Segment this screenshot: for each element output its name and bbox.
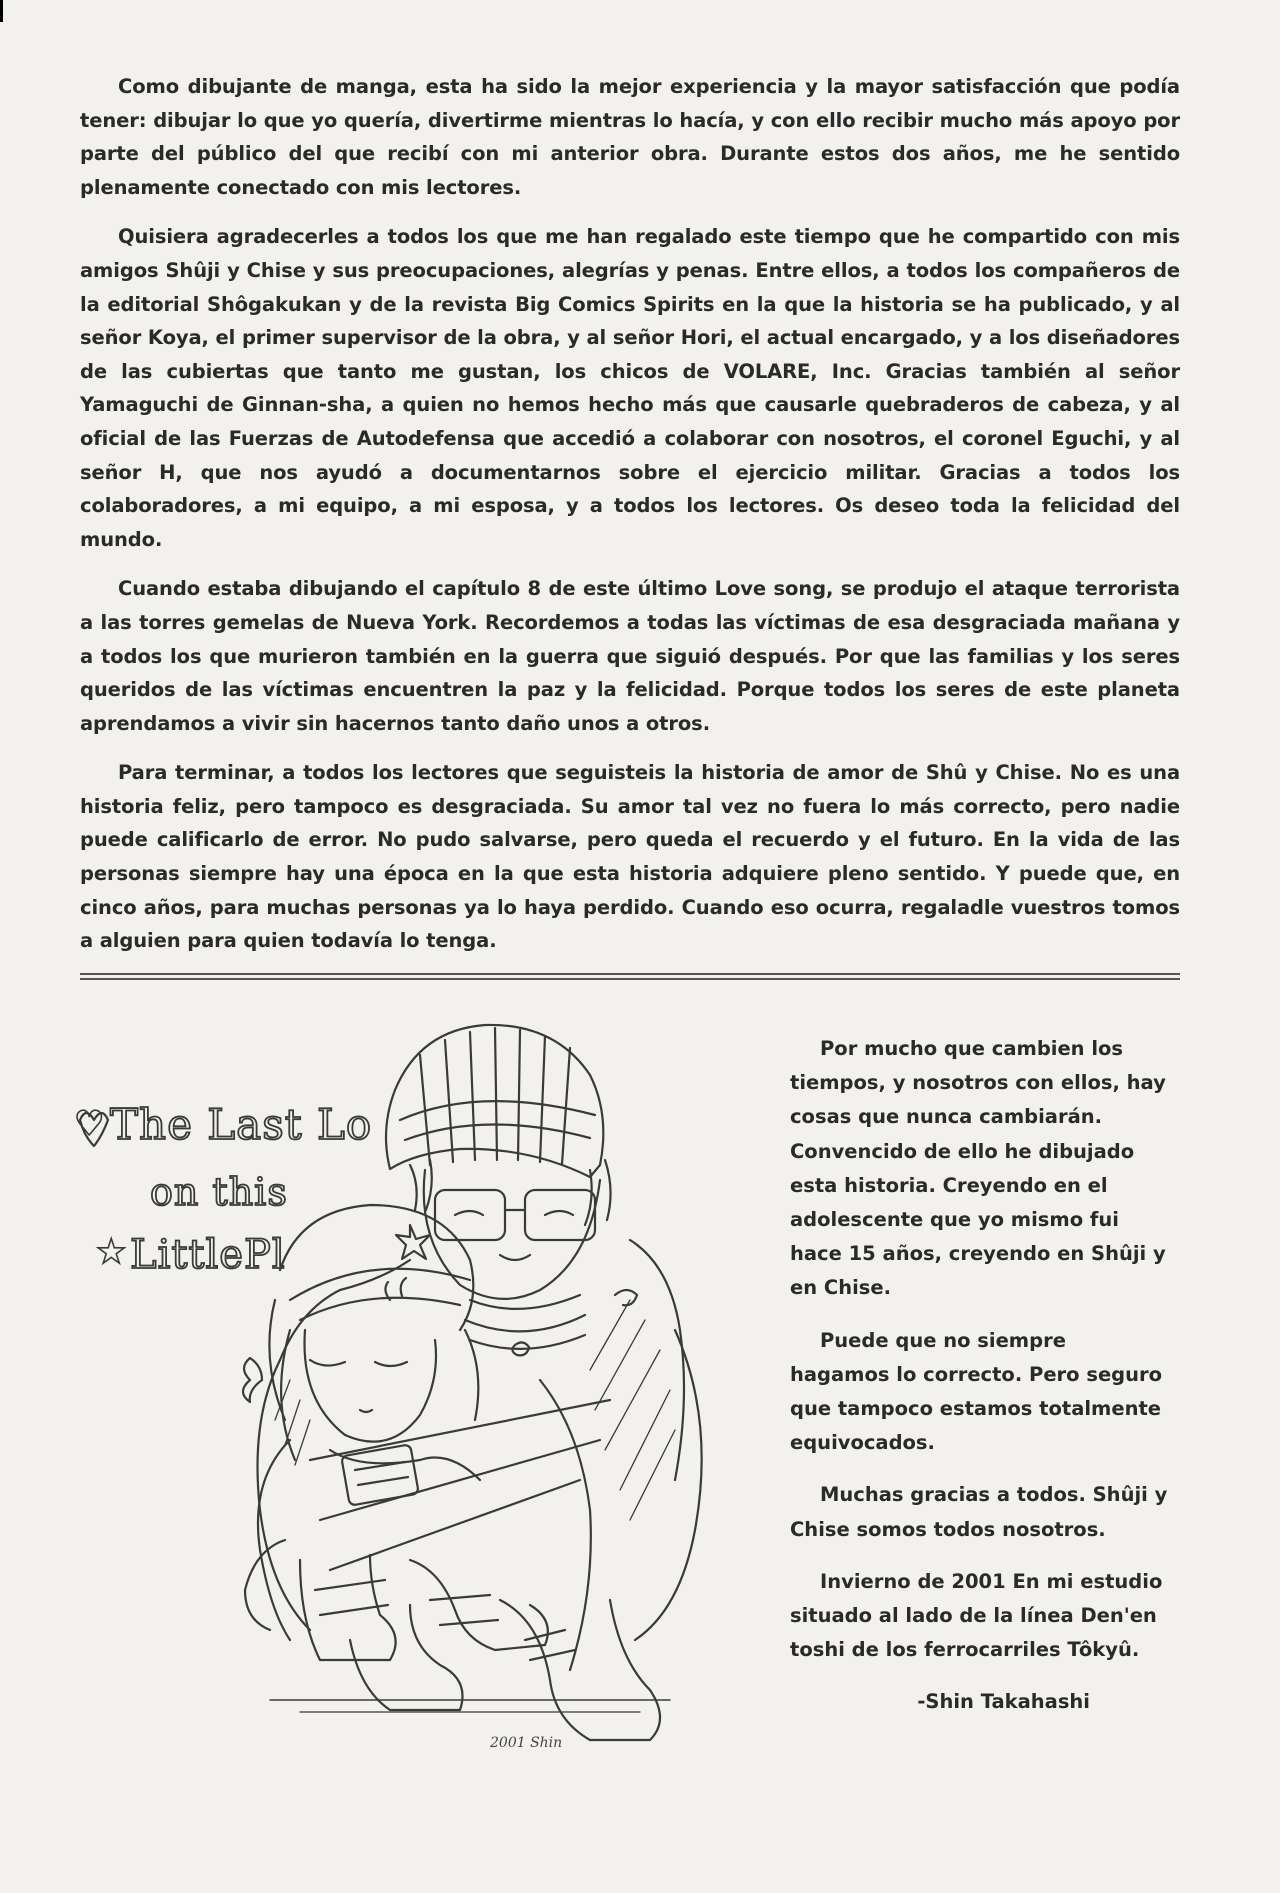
handwritten-title-line-3: LittlePl	[130, 1232, 286, 1278]
handwritten-title-line-1: The Last Lo	[110, 1100, 373, 1149]
side-paragraph-2: Puede que no siempre hagamos lo correcto. Pero seguro que tampoco estamos totalmente equivocados.	[790, 1328, 1163, 1455]
page-edge-mark	[0, 0, 3, 22]
afterword-side-column	[790, 1032, 1170, 1719]
author-signature: -Shin Takahashi	[917, 1690, 1090, 1714]
side-paragraph-3: Muchas gracias a todos. Shûji y Chise somos todos nosotros.	[790, 1483, 1168, 1541]
body-paragraph-3: Cuando estaba dibujando el capítulo 8 de este último Love song, se produjo el ataque terrorista a las torres gemelas de Nueva York. Recordemos a todas las víctimas de esa desgraciada mañana y a todos los que murieron también en la guerra que siguió después. Por que las familias y los seres queridos de las víctimas encuentren la paz y la felicidad. Porque todos los seres de este planeta aprendamos a vivir sin hacernos tanto daño unos a otros.	[80, 577, 1180, 735]
side-paragraph-4: Invierno de 2001 En mi estudio situado al lado de la línea Den'en toshi de los ferrocarriles Tôkyû.	[790, 1569, 1163, 1662]
body-paragraph-2: Quisiera agradecerles a todos los que me han regalado este tiempo que he compartido con mis amigos Shûji y Chise y sus preocupaciones, alegrías y penas. Entre ellos, a todos los compañeros de la editorial Shôgakukan y de la revista Big Comics Spirits en la que la historia se ha publicado, y al señor Koya, el primer supervisor de la obra, y al señor Hori, el actual encargado, y a los diseñadores de las cubiertas que tanto me gustan, los chicos de VOLARE, Inc. Gracias también al señor Yamaguchi de Ginnan-sha, a quien no hemos hecho más que causarle quebraderos de cabeza, y al oficial de las Fuerzas de Autodefensa que accedió a colaborar con nosotros, el coronel Eguchi, y al señor H, que nos ayudó a documentarnos sobre el ejercicio militar. Gracias a todos los colaboradores, a mi equipo, a mi esposa, y a todos los lectores. Os deseo toda la felicidad del mundo.	[80, 225, 1180, 551]
body-paragraph-1: Como dibujante de manga, esta ha sido la mejor experiencia y la mayor satisfacción que podía tener: dibujar lo que yo quería, divertirme mientras lo hacía, y con ello recibir mucho más apoyo por parte del público del que recibí con mi anterior obra. Durante estos dos años, me he sentido plenamente conectado con mis lectores.	[80, 75, 1180, 199]
side-paragraph-1: Por mucho que cambien los tiempos, y nosotros con ellos, hay cosas que nunca cambiarán. Convencido de ello he dibujado esta historia. Creyendo en el adolescente que yo mismo fui hace 15 años, creyendo en Shûji y en Chise.	[790, 1037, 1166, 1300]
handwritten-title-line-2: on this	[150, 1170, 288, 1214]
double-rule-divider	[80, 973, 1180, 980]
star-icon: ★	[96, 1232, 127, 1272]
body-paragraph-4: Para terminar, a todos los lectores que seguisteis la historia de amor de Shû y Chise. No es una historia feliz, pero tampoco es desgraciada. Su amor tal vez no fuera lo más correcto, pero nadie puede calificarlo de error. No pudo salvarse, pero queda el recuerdo y el futuro. En la vida de las personas siempre hay una época en la que esta historia adquiere pleno sentido. Y puede que, en cinco años, para muchas personas ya lo haya perdido. Cuando eso ocurra, regaladle vuestros tomos a alguien para quien todavía lo tenga.	[80, 761, 1180, 953]
illustration-shuji-and-chise	[70, 1000, 770, 1760]
heart-icon: ♥	[74, 1104, 105, 1144]
afterword-body	[80, 70, 1180, 974]
artist-date-mark: 2001 Shin	[490, 1735, 563, 1751]
